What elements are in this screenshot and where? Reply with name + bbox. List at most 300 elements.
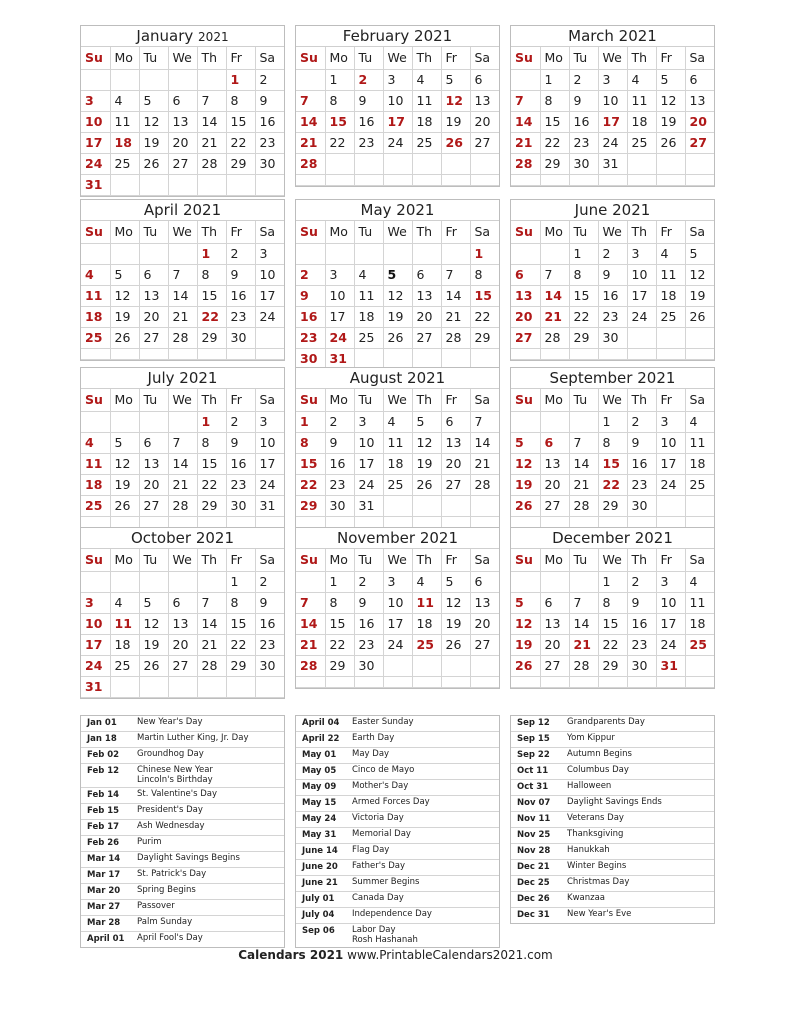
day-cell: 3	[627, 244, 656, 265]
empty-cell	[296, 70, 325, 91]
weekday-header: Su	[81, 549, 110, 572]
holiday-row	[511, 796, 714, 812]
empty-cell	[325, 154, 354, 175]
holiday-row	[296, 796, 499, 812]
weekday-header: We	[598, 389, 627, 412]
day-cell: 19	[511, 635, 540, 656]
day-cell: 5	[511, 433, 540, 454]
day-cell: 8	[598, 433, 627, 454]
day-cell: 17	[255, 286, 284, 307]
day-cell: 8	[226, 593, 255, 614]
day-cell: 27	[412, 328, 441, 349]
day-cell: 26	[441, 635, 470, 656]
holiday-name: Winter Begins	[567, 861, 627, 871]
empty-cell	[511, 175, 540, 186]
day-cell: 19	[139, 133, 168, 154]
day-cell: 3	[81, 593, 110, 614]
day-cell: 31	[598, 154, 627, 175]
day-cell: 26	[383, 328, 412, 349]
day-cell: 13	[168, 614, 197, 635]
day-cell: 12	[383, 286, 412, 307]
empty-cell	[441, 517, 470, 528]
empty-cell	[685, 496, 714, 517]
holiday-name: April Fool's Day	[137, 932, 203, 943]
empty-cell	[81, 412, 110, 433]
empty-cell	[569, 412, 598, 433]
holiday-date: July 01	[302, 894, 335, 904]
empty-cell	[511, 349, 540, 360]
empty-cell	[412, 154, 441, 175]
empty-cell	[412, 656, 441, 677]
holiday-date: Feb 12	[87, 766, 120, 776]
day-cell: 4	[81, 265, 110, 286]
day-cell: 13	[168, 112, 197, 133]
day-cell: 24	[383, 635, 412, 656]
day-cell: 13	[470, 593, 499, 614]
weekday-header: Sa	[470, 389, 499, 412]
weekday-header: We	[598, 549, 627, 572]
day-cell: 14	[441, 286, 470, 307]
month-title	[296, 528, 499, 549]
day-cell: 26	[110, 496, 139, 517]
holiday-name: Earth Day	[352, 733, 395, 743]
holiday-date: Feb 15	[87, 805, 120, 816]
holiday-date: Dec 26	[517, 894, 550, 904]
empty-cell	[598, 517, 627, 528]
empty-cell	[197, 572, 226, 593]
empty-cell	[110, 70, 139, 91]
holiday-date: Mar 27	[87, 901, 121, 912]
weekday-header: We	[383, 549, 412, 572]
month-june	[510, 199, 715, 361]
day-cell: 23	[627, 635, 656, 656]
day-cell: 3	[598, 70, 627, 91]
empty-cell	[685, 677, 714, 688]
day-cell: 28	[296, 154, 325, 175]
holiday-row	[296, 764, 499, 780]
empty-cell	[168, 517, 197, 528]
day-cell: 21	[197, 133, 226, 154]
day-cell: 30	[255, 154, 284, 175]
day-cell: 18	[110, 635, 139, 656]
day-cell: 7	[296, 593, 325, 614]
month-year: 2021	[414, 27, 453, 45]
day-cell: 2	[627, 412, 656, 433]
month-year: 2021	[634, 529, 673, 547]
day-cell: 29	[540, 154, 569, 175]
day-cell: 18	[412, 112, 441, 133]
day-cell: 22	[325, 635, 354, 656]
month-year: 2021	[182, 201, 222, 219]
month-name: August	[349, 369, 403, 387]
holiday-date: June 20	[302, 862, 338, 872]
day-cell: 28	[197, 154, 226, 175]
day-cell: 8	[470, 265, 499, 286]
empty-cell	[168, 349, 197, 360]
footer-brand: Calendars 2021	[238, 948, 344, 962]
day-cell: 17	[81, 635, 110, 656]
day-cell: 1	[197, 244, 226, 265]
month-grid	[296, 389, 499, 528]
day-cell: 12	[139, 112, 168, 133]
day-cell: 12	[110, 286, 139, 307]
day-cell: 29	[197, 328, 226, 349]
day-cell: 17	[656, 614, 685, 635]
holiday-date: April 22	[302, 734, 340, 744]
holiday-row	[511, 748, 714, 764]
weekday-header: Fr	[441, 221, 470, 244]
weekday-header: We	[598, 47, 627, 70]
empty-cell	[511, 70, 540, 91]
weekday-header: We	[383, 389, 412, 412]
empty-cell	[110, 175, 139, 196]
weekday-header: Su	[81, 221, 110, 244]
day-cell: 25	[656, 307, 685, 328]
holiday-date: April 04	[302, 718, 340, 728]
day-cell: 2	[598, 244, 627, 265]
holiday-row	[511, 764, 714, 780]
month-name: February	[342, 27, 410, 45]
day-cell: 29	[197, 496, 226, 517]
weekday-header: Su	[511, 221, 540, 244]
weekday-header: Th	[412, 221, 441, 244]
day-cell: 7	[168, 265, 197, 286]
day-cell: 1	[569, 244, 598, 265]
weekday-header: Tu	[569, 389, 598, 412]
day-cell: 23	[354, 635, 383, 656]
empty-cell	[226, 517, 255, 528]
holiday-row	[296, 860, 499, 876]
day-cell: 30	[354, 656, 383, 677]
month-year: 2021	[179, 369, 218, 387]
day-cell: 21	[168, 307, 197, 328]
day-cell: 4	[383, 412, 412, 433]
day-cell: 17	[255, 454, 284, 475]
month-grid	[81, 221, 284, 360]
day-cell: 8	[197, 265, 226, 286]
day-cell: 18	[81, 475, 110, 496]
day-cell: 30	[627, 496, 656, 517]
empty-cell	[168, 70, 197, 91]
day-cell: 17	[325, 307, 354, 328]
day-cell: 30	[598, 328, 627, 349]
day-cell: 2	[569, 70, 598, 91]
empty-cell	[656, 496, 685, 517]
day-cell: 4	[412, 70, 441, 91]
day-cell: 2	[354, 70, 383, 91]
day-cell: 11	[412, 593, 441, 614]
day-cell: 4	[110, 91, 139, 112]
day-cell: 24	[656, 635, 685, 656]
empty-cell	[540, 175, 569, 186]
holiday-name: New Year's Day	[137, 717, 203, 727]
day-cell: 14	[511, 112, 540, 133]
day-cell: 27	[441, 475, 470, 496]
day-cell: 28	[569, 496, 598, 517]
day-cell: 22	[296, 475, 325, 496]
weekday-header: Mo	[110, 47, 139, 70]
day-cell: 20	[470, 614, 499, 635]
holiday-name: Chinese New Year Lincoln's Birthday	[137, 765, 213, 785]
day-cell: 26	[110, 328, 139, 349]
holiday-row	[511, 844, 714, 860]
holiday-row	[296, 812, 499, 828]
day-cell: 8	[325, 91, 354, 112]
weekday-header: Th	[197, 389, 226, 412]
empty-cell	[110, 412, 139, 433]
weekday-header: Fr	[441, 47, 470, 70]
day-cell: 11	[354, 286, 383, 307]
day-cell: 6	[441, 412, 470, 433]
day-cell: 4	[110, 593, 139, 614]
holiday-date: May 05	[302, 766, 337, 776]
day-cell: 17	[656, 454, 685, 475]
empty-cell	[656, 677, 685, 688]
empty-cell	[197, 175, 226, 196]
day-cell: 21	[168, 475, 197, 496]
weekday-header: Sa	[255, 221, 284, 244]
day-cell: 7	[569, 433, 598, 454]
day-cell: 7	[569, 593, 598, 614]
day-cell: 8	[197, 433, 226, 454]
empty-cell	[656, 517, 685, 528]
day-cell: 30	[296, 349, 325, 370]
day-cell: 28	[470, 475, 499, 496]
holiday-date: Mar 28	[87, 917, 121, 928]
day-cell: 10	[383, 91, 412, 112]
empty-cell	[383, 677, 412, 688]
day-cell: 25	[110, 154, 139, 175]
day-cell: 22	[598, 475, 627, 496]
day-cell: 5	[441, 572, 470, 593]
day-cell: 20	[511, 307, 540, 328]
day-cell: 3	[325, 265, 354, 286]
day-cell: 30	[226, 496, 255, 517]
day-cell: 19	[412, 454, 441, 475]
day-cell: 27	[685, 133, 714, 154]
weekday-header: We	[168, 221, 197, 244]
empty-cell	[470, 496, 499, 517]
day-cell: 1	[197, 412, 226, 433]
month-title	[81, 368, 284, 389]
holiday-date: Feb 17	[87, 821, 120, 832]
day-cell: 12	[412, 433, 441, 454]
holiday-date: May 01	[302, 750, 337, 760]
holiday-list	[295, 715, 500, 948]
month-grid	[511, 221, 714, 360]
day-cell: 18	[383, 454, 412, 475]
weekday-header: Th	[627, 389, 656, 412]
day-cell: 14	[197, 614, 226, 635]
weekday-header: Mo	[540, 549, 569, 572]
empty-cell	[569, 572, 598, 593]
weekday-header: Tu	[569, 549, 598, 572]
holiday-row	[81, 900, 284, 916]
empty-cell	[354, 244, 383, 265]
day-cell: 17	[354, 454, 383, 475]
month-grid	[296, 549, 499, 688]
day-cell: 22	[470, 307, 499, 328]
weekday-header: Fr	[441, 389, 470, 412]
holiday-date: Nov 11	[517, 814, 551, 824]
holiday-row	[296, 716, 499, 732]
day-cell: 17	[81, 133, 110, 154]
weekday-header: Mo	[325, 549, 354, 572]
empty-cell	[354, 154, 383, 175]
day-cell: 3	[255, 412, 284, 433]
day-cell: 6	[412, 265, 441, 286]
empty-cell	[383, 244, 412, 265]
weekday-header: Su	[296, 549, 325, 572]
empty-cell	[685, 328, 714, 349]
day-cell: 10	[255, 433, 284, 454]
holiday-name: Easter Sunday	[352, 717, 414, 727]
weekday-header: Su	[511, 549, 540, 572]
holiday-date: Feb 02	[87, 750, 120, 760]
weekday-header: Tu	[354, 47, 383, 70]
holiday-name: Martin Luther King, Jr. Day	[137, 733, 249, 743]
day-cell: 12	[656, 91, 685, 112]
day-cell: 2	[354, 572, 383, 593]
day-cell: 1	[470, 244, 499, 265]
day-cell: 22	[325, 133, 354, 154]
day-cell: 22	[226, 133, 255, 154]
day-cell: 24	[255, 307, 284, 328]
holiday-name: Thanksgiving	[567, 829, 624, 839]
day-cell: 8	[296, 433, 325, 454]
day-cell: 15	[470, 286, 499, 307]
day-cell: 25	[110, 656, 139, 677]
day-cell: 10	[81, 614, 110, 635]
day-cell: 6	[168, 91, 197, 112]
day-cell: 3	[81, 91, 110, 112]
day-cell: 23	[296, 328, 325, 349]
holiday-name: Autumn Begins	[567, 749, 632, 759]
empty-cell	[325, 175, 354, 186]
month-grid	[511, 549, 714, 688]
day-cell: 14	[540, 286, 569, 307]
day-cell: 20	[685, 112, 714, 133]
empty-cell	[441, 154, 470, 175]
empty-cell	[110, 349, 139, 360]
holiday-name: Summer Begins	[352, 877, 420, 887]
day-cell: 6	[168, 593, 197, 614]
empty-cell	[383, 154, 412, 175]
day-cell: 26	[412, 475, 441, 496]
empty-cell	[383, 517, 412, 528]
day-cell: 31	[81, 175, 110, 196]
day-cell: 31	[325, 349, 354, 370]
day-cell: 12	[511, 454, 540, 475]
empty-cell	[255, 175, 284, 196]
empty-cell	[296, 572, 325, 593]
day-cell: 7	[168, 433, 197, 454]
holiday-row	[81, 820, 284, 836]
holiday-name: St. Valentine's Day	[137, 788, 218, 799]
day-cell: 20	[139, 475, 168, 496]
day-cell: 6	[470, 572, 499, 593]
day-cell: 26	[511, 496, 540, 517]
day-cell: 12	[511, 614, 540, 635]
day-cell: 2	[226, 244, 255, 265]
day-cell: 15	[325, 112, 354, 133]
month-year: 2021	[612, 201, 651, 219]
holiday-date: May 15	[302, 798, 337, 808]
empty-cell	[296, 175, 325, 186]
holiday-name: Kwanzaa	[567, 893, 606, 903]
empty-cell	[110, 517, 139, 528]
month-title	[296, 368, 499, 389]
weekday-header: Su	[81, 389, 110, 412]
month-grid	[81, 389, 284, 528]
month-grid	[296, 47, 499, 186]
footer	[0, 948, 791, 962]
empty-cell	[685, 175, 714, 186]
day-cell: 30	[325, 496, 354, 517]
empty-cell	[540, 349, 569, 360]
holiday-row	[296, 732, 499, 748]
day-cell: 8	[325, 593, 354, 614]
empty-cell	[296, 244, 325, 265]
day-cell: 10	[656, 433, 685, 454]
day-cell: 15	[296, 454, 325, 475]
day-cell: 9	[627, 433, 656, 454]
day-cell: 27	[139, 328, 168, 349]
day-cell: 27	[540, 656, 569, 677]
day-cell: 8	[598, 593, 627, 614]
empty-cell	[139, 244, 168, 265]
day-cell: 18	[354, 307, 383, 328]
weekday-header: Sa	[685, 389, 714, 412]
holiday-name: Christmas Day	[567, 877, 630, 887]
empty-cell	[197, 70, 226, 91]
empty-cell	[81, 572, 110, 593]
empty-cell	[511, 244, 540, 265]
holiday-row	[511, 716, 714, 732]
empty-cell	[627, 175, 656, 186]
day-cell: 24	[627, 307, 656, 328]
month-march	[510, 25, 715, 187]
day-cell: 9	[255, 91, 284, 112]
day-cell: 13	[139, 454, 168, 475]
day-cell: 13	[441, 433, 470, 454]
empty-cell	[569, 677, 598, 688]
day-cell: 7	[197, 91, 226, 112]
weekday-header: Th	[412, 389, 441, 412]
weekday-header: Tu	[569, 221, 598, 244]
day-cell: 5	[139, 593, 168, 614]
holiday-name: Yom Kippur	[567, 733, 615, 743]
month-title	[511, 26, 714, 47]
empty-cell	[197, 517, 226, 528]
day-cell: 12	[685, 265, 714, 286]
holiday-row	[296, 780, 499, 796]
day-cell: 14	[197, 112, 226, 133]
weekday-header: Su	[511, 389, 540, 412]
day-cell: 26	[441, 133, 470, 154]
empty-cell	[168, 244, 197, 265]
holiday-row	[511, 860, 714, 876]
day-cell: 2	[255, 572, 284, 593]
holiday-date: July 04	[302, 910, 335, 920]
empty-cell	[412, 517, 441, 528]
day-cell: 5	[656, 70, 685, 91]
day-cell: 13	[139, 286, 168, 307]
holiday-row	[81, 932, 284, 947]
weekday-header: Su	[296, 221, 325, 244]
holiday-name: Victoria Day	[352, 813, 404, 823]
weekday-header: Sa	[685, 47, 714, 70]
